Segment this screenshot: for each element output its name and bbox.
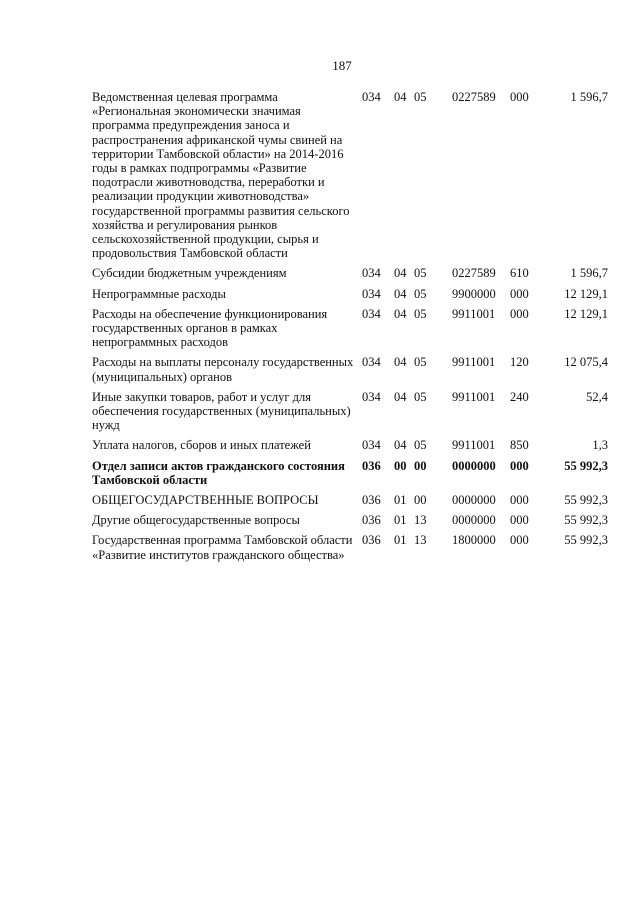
- table-row: [92, 513, 608, 533]
- row-name: Государственная программа Тамбовской области «Развитие институтов гражданского общества»: [92, 533, 353, 562]
- row-section-code: 04: [394, 90, 407, 104]
- row-target-article-code: 0227589: [452, 266, 496, 281]
- row-expense-type-code: 000: [510, 286, 529, 301]
- row-section-code: 04: [394, 266, 407, 281]
- row-target-article-code: 0227589: [452, 90, 496, 104]
- row-target-article-code: 1800000: [452, 533, 496, 548]
- row-target-article-code: 9911001: [452, 306, 496, 321]
- table-row: [92, 438, 608, 458]
- row-expense-type-code: 000: [510, 513, 529, 528]
- row-ved-code: 034: [362, 306, 381, 321]
- row-ved-code: 034: [362, 355, 381, 370]
- row-expense-type-code: 000: [510, 533, 529, 548]
- row-expense-type-code: 240: [510, 389, 529, 404]
- row-expense-type-code: 850: [510, 438, 529, 453]
- row-amount: 12 129,1: [564, 306, 608, 321]
- budget-table: [92, 90, 608, 568]
- table-row: [92, 307, 608, 356]
- row-subsection-code: 13: [414, 533, 427, 548]
- row-name: Отдел записи актов гражданского состояния Тамбовской области: [92, 458, 345, 487]
- row-section-code: 04: [394, 286, 407, 301]
- row-name: Непрограммные расходы: [92, 286, 226, 301]
- row-section-code: 01: [394, 493, 407, 508]
- row-ved-code: 036: [362, 493, 381, 508]
- row-ved-code: 034: [362, 266, 381, 281]
- row-ved-code: 034: [362, 389, 381, 404]
- row-subsection-code: 05: [414, 306, 427, 321]
- row-amount: 52,4: [586, 389, 608, 404]
- row-subsection-code: 00: [414, 458, 427, 473]
- row-ved-code: 034: [362, 438, 381, 453]
- row-amount: 55 992,3: [564, 458, 608, 473]
- row-target-article-code: 0000000: [452, 458, 496, 473]
- row-ved-code: 034: [362, 286, 381, 301]
- row-ved-code: 036: [362, 513, 381, 528]
- row-subsection-code: 05: [414, 438, 427, 453]
- row-section-code: 04: [394, 438, 407, 453]
- row-expense-type-code: 610: [510, 266, 529, 281]
- row-ved-code: 036: [362, 533, 381, 548]
- row-name: Ведомственная целевая программа «Региональная экономически значимая программа предупреждения заноса и распространения африканской чумы свиней на территории Тамбовской области» на 2014-2016 годы в рамках подпрограммы «Развитие подотрасли животноводства, переработки и реализации продукции животноводства» государственной программы развития сельского хозяйства и регулирования рынков сельскохозяйственной продукции, сырья и продовольствия Тамбовской области: [92, 90, 350, 261]
- row-target-article-code: 9900000: [452, 286, 496, 301]
- row-target-article-code: 9911001: [452, 355, 496, 370]
- row-target-article-code: 9911001: [452, 438, 496, 453]
- row-subsection-code: 05: [414, 266, 427, 281]
- row-name: Другие общегосударственные вопросы: [92, 513, 300, 528]
- row-section-code: 00: [394, 458, 407, 473]
- row-subsection-code: 05: [414, 90, 427, 104]
- row-amount: 12 075,4: [564, 355, 608, 370]
- row-subsection-code: 05: [414, 286, 427, 301]
- table-row: [92, 390, 608, 439]
- row-amount: 1 596,7: [570, 266, 608, 281]
- row-name: Субсидии бюджетным учреждениям: [92, 266, 287, 281]
- row-amount: 55 992,3: [564, 513, 608, 528]
- row-subsection-code: 05: [414, 355, 427, 370]
- row-amount: 1,3: [592, 438, 608, 453]
- row-subsection-code: 13: [414, 513, 427, 528]
- row-target-article-code: 0000000: [452, 513, 496, 528]
- table-row: [92, 90, 608, 266]
- row-target-article-code: 0000000: [452, 493, 496, 508]
- row-amount: 55 992,3: [564, 493, 608, 508]
- row-name: Расходы на выплаты персоналу государственных (муниципальных) органов: [92, 355, 354, 384]
- row-section-code: 01: [394, 513, 407, 528]
- row-expense-type-code: 000: [510, 458, 529, 473]
- table-row: [92, 533, 608, 567]
- row-name: Расходы на обеспечение функционирования государственных органов в рамках непрограммных расходов: [92, 306, 328, 350]
- table-row: [92, 493, 608, 513]
- row-amount: 1 596,7: [570, 90, 608, 104]
- row-expense-type-code: 000: [510, 306, 529, 321]
- table-row: [92, 355, 608, 389]
- table-row: [92, 266, 608, 286]
- row-subsection-code: 00: [414, 493, 427, 508]
- row-expense-type-code: 000: [510, 493, 529, 508]
- row-section-code: 04: [394, 389, 407, 404]
- table-row-department: [92, 459, 608, 493]
- page-number: 187: [332, 58, 352, 73]
- table-row: [92, 287, 608, 307]
- row-name: Иные закупки товаров, работ и услуг для обеспечения государственных (муниципальных) нужд: [92, 389, 351, 433]
- row-section-code: 04: [394, 306, 407, 321]
- row-target-article-code: 9911001: [452, 389, 496, 404]
- row-subsection-code: 05: [414, 389, 427, 404]
- row-amount: 55 992,3: [564, 533, 608, 548]
- row-expense-type-code: 120: [510, 355, 529, 370]
- row-ved-code: 034: [362, 90, 381, 104]
- row-section-code: 01: [394, 533, 407, 548]
- row-name: Уплата налогов, сборов и иных платежей: [92, 438, 311, 453]
- row-ved-code: 036: [362, 458, 381, 473]
- row-section-code: 04: [394, 355, 407, 370]
- row-expense-type-code: 000: [510, 90, 529, 104]
- row-amount: 12 129,1: [564, 286, 608, 301]
- row-name: ОБЩЕГОСУДАРСТВЕННЫЕ ВОПРОСЫ: [92, 493, 319, 508]
